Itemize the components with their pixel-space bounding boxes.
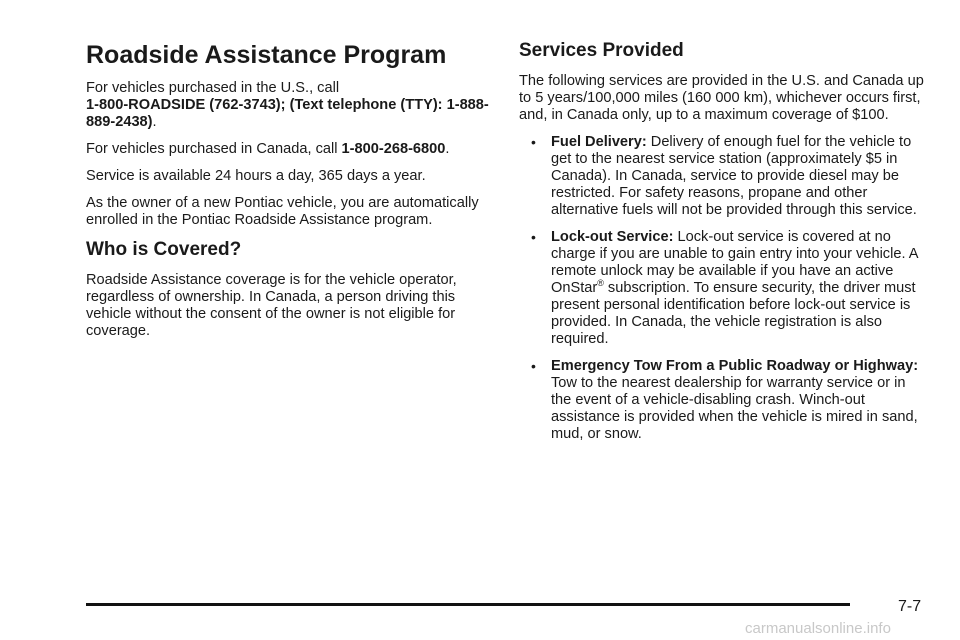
service-item-lock-out: • Lock-out Service: Lock-out service is covered at no charge if you are unable to gain entry into your vehicle. A remote unlock may be available if you have an active OnStar® subscription. To ensure security, the driver must present personal identification before lock-out service is provided. In Canada, the vehicle registration is also required. (531, 228, 918, 347)
service-item-fuel-delivery: • Fuel Delivery: Delivery of enough fuel for the vehicle to get to the nearest service station (approximately $5 in Canada). In Canada, service to provide diesel may be restricted. For safety reasons, propane and other alternative fuels will not be provided through this service. (531, 133, 917, 218)
who-is-covered-text: Roadside Assistance coverage is for the vehicle operator, regardless of ownership. In Canada, a person driving this vehicle without the consent of the owner is not eligible for coverage. (86, 271, 457, 339)
enrollment-paragraph: As the owner of a new Pontiac vehicle, you are automatically enrolled in the Pontiac Roadside Assistance program. (86, 195, 479, 228)
us-contact-paragraph: For vehicles purchased in the U.S., call 1-800-ROADSIDE (762-3743); (Text telephone (TTY): 1-888-889-2438). (86, 80, 489, 130)
page-number: 7-7 (898, 598, 922, 615)
canada-contact-paragraph: For vehicles purchased in Canada, call 1-800-268-6800. (86, 141, 450, 157)
bullet-icon: • (531, 133, 536, 150)
footer-rule (86, 603, 850, 606)
page-title: Roadside Assistance Program (86, 41, 447, 69)
bullet-icon: • (531, 357, 536, 374)
right-column (519, 40, 929, 453)
who-is-covered-heading: Who is Covered? (86, 239, 242, 260)
us-phone-numbers: 1-800-ROADSIDE (762-3743); (Text telephone (TTY): 1-888-889-2438) (86, 97, 489, 130)
services-intro: The following services are provided in the U.S. and Canada up to 5 years/100,000 miles (160 000 km), whichever occurs first, and, in Canada only, up to a maximum coverage of $100. (519, 72, 924, 123)
watermark: carmanualsonline.info (745, 620, 891, 637)
service-item-emergency-tow: • Emergency Tow From a Public Roadway or Highway: Tow to the nearest dealership for warranty service or in the event of a vehicle-disabling crash. Winch-out assistance is provided when the vehicle is mired in sand, mud, or snow. (531, 357, 919, 442)
bullet-icon: • (531, 228, 536, 245)
left-column (86, 40, 496, 350)
services-list (519, 134, 929, 443)
availability-paragraph: Service is available 24 hours a day, 365 days a year. (86, 168, 426, 184)
services-provided-heading: Services Provided (519, 40, 684, 61)
canada-phone-number: 1-800-268-6800 (341, 141, 446, 157)
